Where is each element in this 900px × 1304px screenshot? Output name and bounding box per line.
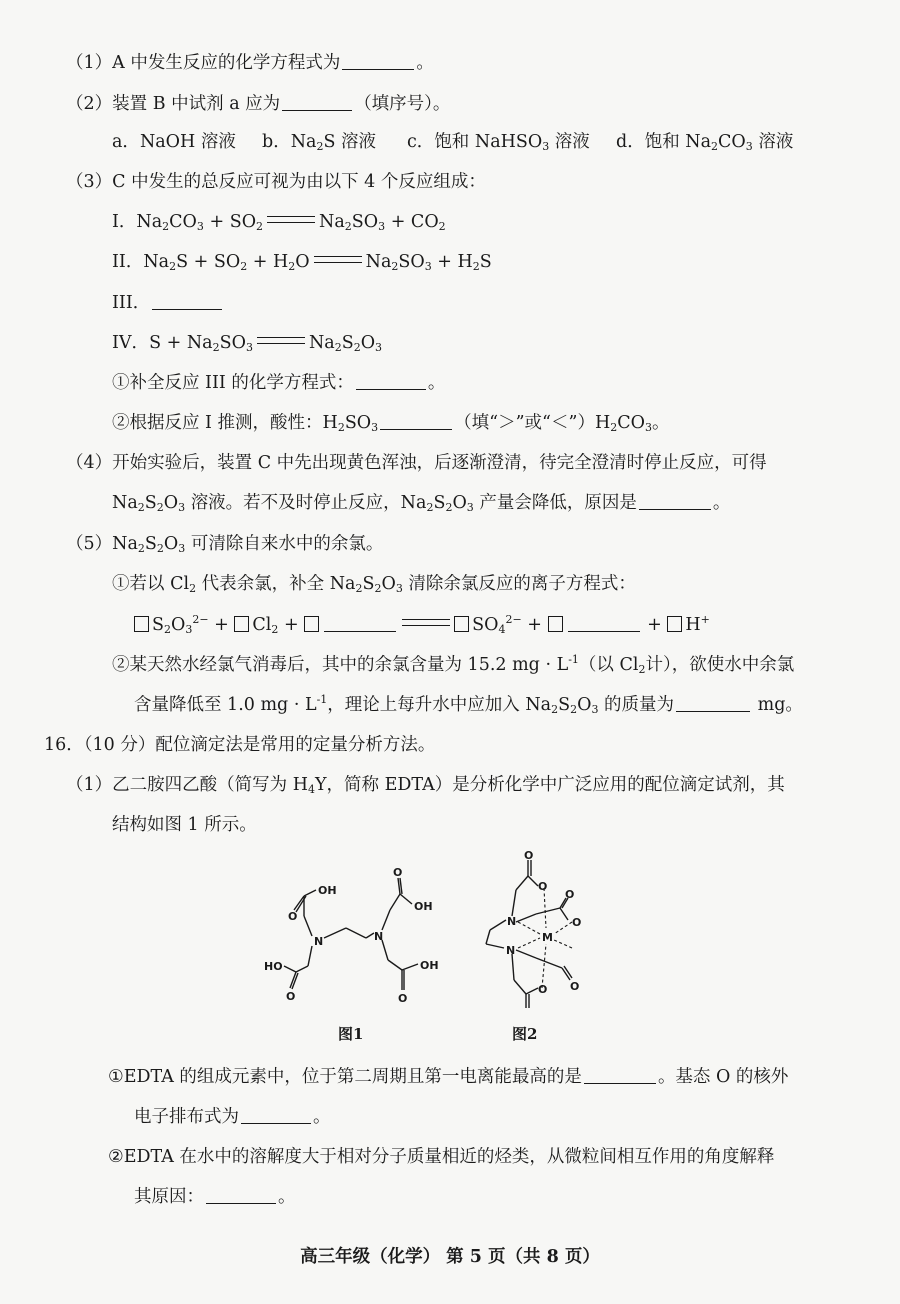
question-number: （1） (66, 53, 113, 73)
atom-label: O (572, 916, 582, 929)
reaction-1: I．$Na_2CO_3 + SO_2$ $Na_2SO_3 + CO_2$ (112, 212, 446, 233)
answer-blank[interactable] (639, 491, 711, 510)
question-16-1-1-line2: 电子排布式为 。 (134, 1107, 331, 1127)
question-3-1: ①补全反应 III 的化学方程式： 。 (112, 373, 446, 393)
answer-blank[interactable] (380, 411, 452, 430)
question-16: 16．（10 分）配位滴定法是常用的定量分析方法。 (44, 735, 436, 755)
coefficient-box[interactable] (234, 616, 249, 632)
question-4: （4）开始实验后，装置 C 中先出现黄色浑浊，后逐渐澄清，待完全澄清时停止反应，可得 (66, 453, 767, 473)
figure-2-metal-chelate (476, 848, 606, 1028)
option-c: c．饱和 NaHSO$_3$ 溶液 (407, 132, 590, 153)
atom-label: OH (420, 959, 439, 972)
atom-label: O (565, 888, 575, 901)
atom-label: N (507, 915, 517, 928)
answer-blank[interactable] (356, 371, 426, 390)
atom-label: N (374, 930, 384, 943)
question-16-1-2-line2: 其原因： 。 (134, 1187, 296, 1207)
option-a: a．NaOH 溶液 (112, 132, 236, 152)
coefficient-box[interactable] (454, 616, 469, 632)
coefficient-box[interactable] (667, 616, 682, 632)
question-4-line2: $Na_2S_2O_3$ 溶液。若不及时停止反应，$Na_2S_2O_3$ 产量会降低，原因是 。 (112, 493, 731, 514)
question-5-2-line2: 含量降低至 1.0 mg · $L^{-1}$，理论上每升水中应加入 $Na_2S_2O_3$ 的质量为 mg。 (134, 693, 803, 716)
atom-label: O (524, 849, 534, 862)
question-2: （2）装置 B 中试剂 a 应为 （填序号）。 (66, 94, 451, 114)
atom-label: N (314, 935, 324, 948)
option-b: b．$Na_2S$ 溶液 (262, 132, 377, 153)
atom-label: O (538, 983, 548, 996)
question-5-1: ①若以 $Cl_2$ 代表余氯，补全 $Na_2S_2O_3$ 清除余氯反应的离子方程式： (112, 574, 636, 595)
question-number: （3） (66, 172, 113, 192)
question-number: 16． (44, 735, 84, 755)
answer-blank[interactable] (342, 51, 414, 70)
question-16-1-1: ①EDTA 的组成元素中，位于第二周期且第一电离能最高的是 。基态 O 的核外 (108, 1067, 789, 1087)
coefficient-box[interactable] (548, 616, 563, 632)
reaction-3: III． (112, 290, 224, 316)
answer-blank[interactable] (282, 92, 352, 111)
page-footer: 高三年级（化学） 第 5 页（共 8 页） (300, 1247, 600, 1267)
ionic-equation: $S_2O_3^{2-} + Cl_2 + SO_4^{2-}$ + + H+ (134, 612, 710, 638)
figure-2-caption: 图2 (512, 1025, 538, 1043)
question-16-1-line2: 结构如图 1 所示。 (112, 815, 257, 835)
coefficient-box[interactable] (134, 616, 149, 632)
question-number: （4） (66, 453, 113, 473)
answer-blank[interactable] (324, 613, 396, 632)
atom-label: OH (318, 884, 337, 897)
figure-1-caption: 图1 (338, 1025, 364, 1043)
reaction-2: II．$Na_2S + SO_2 + H_2O$ $Na_2SO_3 + H_2S$ (112, 252, 492, 273)
atom-label: O (570, 980, 580, 993)
question-number: （5） (66, 534, 113, 554)
answer-blank[interactable] (241, 1105, 311, 1124)
atom-label: OH (414, 900, 433, 913)
question-5: $(5)Na_2S_2O_3$ 可清除自来水中的余氯。 (66, 534, 384, 555)
option-d: d．饱和 $Na_2CO_3$ 溶液 (616, 132, 794, 153)
figure-1-edta-structure (262, 860, 452, 1020)
atom-label: O (286, 990, 296, 1003)
atom-label: N (506, 944, 516, 957)
coefficient-box[interactable] (304, 616, 319, 632)
question-number: （1） (66, 775, 113, 795)
reaction-4: IV．$S + Na_2SO_3$ $Na_2S_2O_3$ (112, 333, 383, 354)
answer-blank[interactable] (676, 693, 750, 712)
atom-label: M (542, 931, 553, 944)
question-5-2: ②某天然水经氯气消毒后，其中的余氯含量为 15.2 mg · $L^{-1}$（以 $Cl_2$计），欲使水中余氯 (112, 653, 795, 676)
answer-blank[interactable] (568, 613, 640, 632)
question-1: （1）A 中发生反应的化学方程式为 。 (66, 53, 434, 73)
atom-label: O (393, 866, 403, 879)
question-16-1: （1）乙二胺四乙酸（简写为 $H_4Y$，简称 EDTA）是分析化学中广泛应用的配位滴定试剂，其 (66, 775, 785, 796)
answer-blank[interactable] (152, 291, 222, 310)
question-16-1-2: ②EDTA 在水中的溶解度大于相对分子质量相近的烃类，从微粒间相互作用的角度解释 (108, 1147, 775, 1167)
answer-blank[interactable] (206, 1185, 276, 1204)
question-3-2: ②根据反应 I 推测，酸性：$H_2SO_3$ （填“＞”或“$<”)H_2CO_3$。 (112, 413, 670, 434)
question-3: （3）C 中发生的总反应可视为由以下 4 个反应组成： (66, 172, 486, 192)
atom-label: O (538, 880, 548, 893)
question-number: （2） (66, 94, 113, 114)
atom-label: O (288, 910, 298, 923)
answer-blank[interactable] (584, 1065, 656, 1084)
atom-label: O (398, 992, 408, 1005)
atom-label: HO (264, 960, 283, 973)
